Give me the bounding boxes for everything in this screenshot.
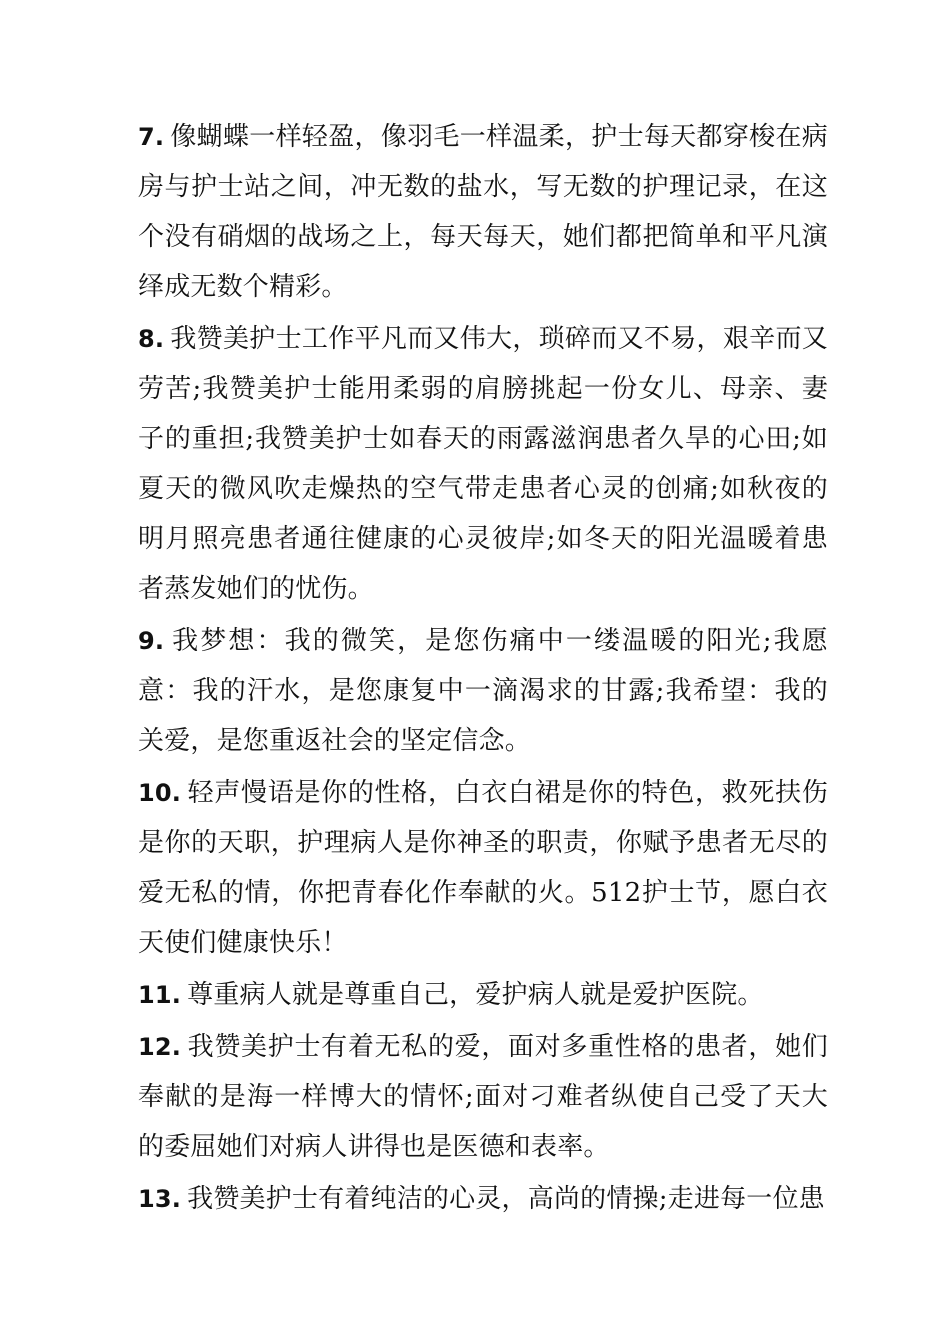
item-text: 我赞美护士有着纯洁的心灵，高尚的情操;走进每一位患 — [187, 1184, 825, 1214]
item-text: 像蝴蝶一样轻盈，像羽毛一样温柔，护士每天都穿梭在病房与护士站之间，冲无数的盐水，写无数的护理记录，在这个没有硝烟的战场之上，每天每天，她们都把简单和平凡演绎成无数个精彩。 — [138, 122, 828, 302]
item-text: 尊重病人就是尊重自己，爱护病人就是爱护医院。 — [187, 980, 764, 1010]
item-number: 11. — [138, 981, 182, 1009]
list-item — [138, 1174, 828, 1224]
item-number: 7. — [138, 123, 165, 151]
item-text: 轻声慢语是你的性格，白衣白裙是你的特色，救死扶伤是你的天职，护理病人是你神圣的职责，你赋予患者无尽的爱无私的情，你把青春化作奉献的火。512护士节，愿白衣天使们健康快乐！ — [138, 778, 828, 958]
item-text: 我赞美护士有着无私的爱，面对多重性格的患者，她们奉献的是海一样博大的情怀;面对刁难者纵使自己受了天大的委屈她们对病人讲得也是医德和表率。 — [138, 1032, 828, 1162]
list-item — [138, 1022, 828, 1172]
list-item — [138, 314, 828, 614]
item-number: 13. — [138, 1185, 182, 1213]
item-number: 9. — [138, 627, 165, 655]
item-number: 12. — [138, 1033, 182, 1061]
list-item — [138, 616, 828, 766]
item-text: 我梦想：我的微笑，是您伤痛中一缕温暖的阳光;我愿意：我的汗水，是您康复中一滴渴求的甘露;我希望：我的关爱，是您重返社会的坚定信念。 — [138, 626, 828, 756]
list-item — [138, 768, 828, 968]
item-number: 10. — [138, 779, 182, 807]
list-item — [138, 970, 828, 1020]
item-number: 8. — [138, 325, 165, 353]
item-text: 我赞美护士工作平凡而又伟大，琐碎而又不易，艰辛而又劳苦;我赞美护士能用柔弱的肩膀挑起一份女儿、母亲、妻子的重担;我赞美护士如春天的雨露滋润患者久旱的心田;如夏天的微风吹走燥热的空气带走患者心灵的创痛;如秋夜的明月照亮患者通往健康的心灵彼岸;如冬天的阳光温暖着患者蒸发她们的忧伤。 — [138, 324, 828, 604]
list-item — [138, 112, 828, 312]
document-body — [138, 112, 828, 1226]
